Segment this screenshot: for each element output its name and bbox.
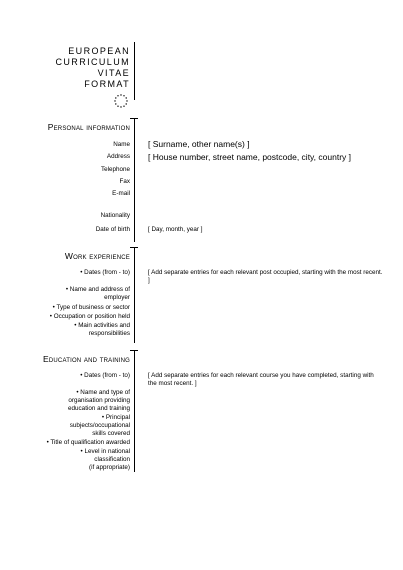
label-level-line-2: classification <box>94 456 130 463</box>
value-work-entries: [ Add separate entries for each relevant post occupied, starting with the most recent. ] <box>148 269 383 284</box>
label-level-line-3: (if appropriate) <box>89 464 130 471</box>
divider-rule-personal <box>134 118 135 242</box>
label-work-dates: • Dates (from - to) <box>80 269 130 277</box>
section-heading-work: Work experience <box>64 251 130 261</box>
label-address: Address <box>106 153 130 160</box>
label-business-sector: • Type of business or sector <box>53 304 130 312</box>
label-education-dates: • Dates (from - to) <box>80 372 130 380</box>
label-nationality: Nationality <box>100 212 130 219</box>
label-employer-line-2: employer <box>104 294 130 301</box>
label-level-line-1: • Level in national <box>81 448 130 456</box>
label-organisation-line-1: • Name and type of <box>76 389 130 397</box>
cv-title-line-4: FORMAT <box>84 79 130 89</box>
label-organisation-line-2: organisation providing <box>68 397 130 404</box>
label-fax: Fax <box>119 178 130 185</box>
divider-rule-work <box>134 247 135 343</box>
label-employer-line-1: • Name and address of <box>66 286 130 294</box>
label-email: E-mail <box>112 190 130 197</box>
label-organisation-line-3: education and training <box>68 405 130 412</box>
label-date-of-birth: Date of birth <box>95 226 130 233</box>
label-activities-line-2: responsibilities <box>88 330 130 337</box>
label-occupation: • Occupation or position held <box>50 313 130 321</box>
section-heading-education: Education and training <box>42 354 130 364</box>
value-education-entries: [ Add separate entries for each relevant course you have completed, starting with the most recent. ] <box>148 372 374 387</box>
label-subjects-line-1: • Principal <box>102 414 130 422</box>
divider-tick-work <box>130 247 138 248</box>
value-name: [ Surname, other name(s) ] <box>148 139 250 149</box>
cv-title-line-1: EUROPEAN <box>68 46 130 56</box>
divider-rule-top <box>134 42 135 100</box>
divider-tick-personal <box>130 118 138 119</box>
section-heading-personal: Personal information <box>47 122 130 132</box>
label-name: Name <box>113 141 130 148</box>
label-activities-line-1: • Main activities and <box>74 322 130 330</box>
label-telephone: Telephone <box>100 166 130 173</box>
divider-tick-education <box>130 350 138 351</box>
value-address: [ House number, street name, postcode, city, country ] <box>148 152 351 162</box>
label-qualification: • Title of qualification awarded <box>47 439 130 447</box>
cv-title-line-3: VITAE <box>97 68 130 78</box>
cv-title-line-2: CURRICULUM <box>55 57 130 67</box>
label-subjects-line-3: skills covered <box>92 430 130 437</box>
divider-rule-education <box>134 350 135 472</box>
eu-stars-icon <box>113 93 129 109</box>
value-date-of-birth: [ Day, month, year ] <box>148 226 203 233</box>
label-subjects-line-2: subjects/occupational <box>69 422 130 429</box>
